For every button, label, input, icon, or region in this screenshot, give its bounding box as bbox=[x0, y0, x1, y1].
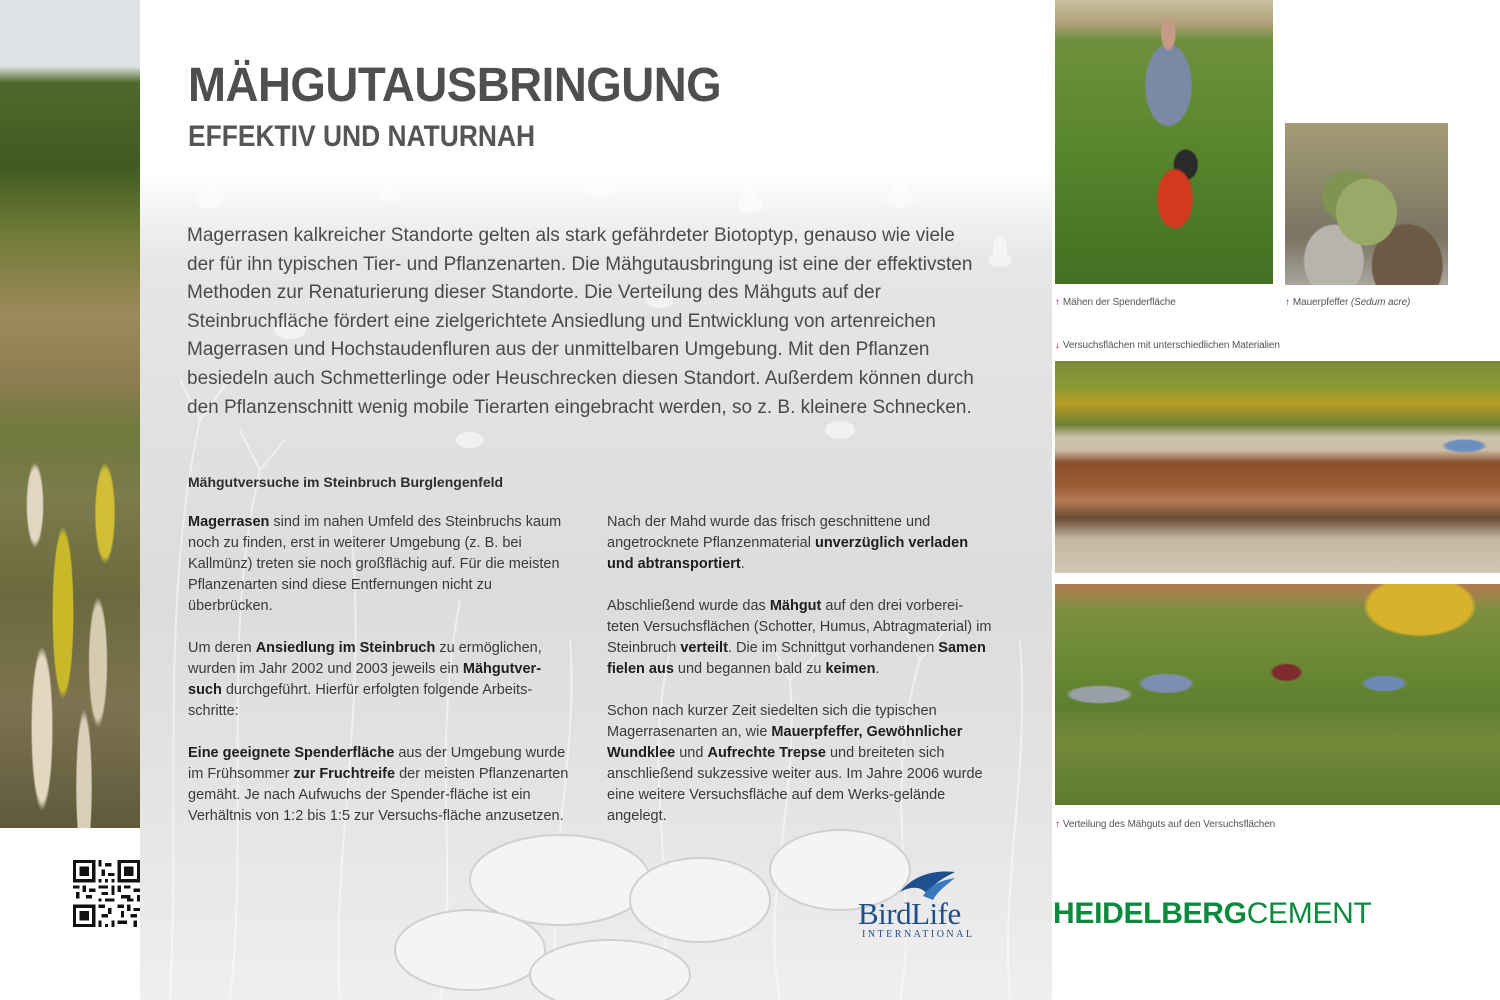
bold-text: keimen bbox=[825, 661, 876, 677]
bold-text: zur Fruchtreife bbox=[293, 766, 396, 782]
intro-paragraph: Magerrasen kalkreicher Standorte gelten als stark gefährdeter Biotoptyp, genauso wie viele der für ihn typischen Tier- und Pflanzenarten. Die Mähgutausbringung ist eine der effektivsten Methoden zur Renaturierung dieser Standorte. Die Verteilung des Mähguts auf der Steinbruchfläche fördert eine zielgerichtete Ansiedlung und Entwicklung von artenreichen Magerrasen und Hochstaudenfluren aus der unmittelbaren Umgebung. Mit den Pflanzen besiedeln auch Schmetterlinge oder Heuschrecken diesen Standort. Außerdem können durch den Pflanzenschnitt wenig mobile Tierarten eingebracht werden, so z. B. kleinere Schnecken. bbox=[187, 225, 974, 418]
body-text: aus der Umgebung wurde im Frühsommer bbox=[188, 745, 566, 782]
text-column-left bbox=[188, 512, 573, 848]
paragraph-spenderflaeche bbox=[188, 743, 573, 827]
bold-text: unverzüglich verladen und abtransportiert bbox=[607, 535, 969, 572]
paragraph-magerrasenarten bbox=[607, 701, 992, 827]
caption-latin-name: (Sedum acre) bbox=[1350, 297, 1411, 308]
bold-text: Mauerpfeffer, Gewöhnlicher Wundklee bbox=[607, 724, 963, 761]
arrow-up-icon: ↑ bbox=[1055, 297, 1060, 308]
caption-text: Mähen der Spenderfläche bbox=[1062, 297, 1176, 308]
text-column-right bbox=[607, 512, 992, 848]
paragraph-verteilung bbox=[607, 596, 992, 680]
bold-text: Magerrasen bbox=[188, 514, 270, 530]
caption-distribution bbox=[1055, 819, 1275, 830]
bold-text: Mähgut bbox=[769, 598, 822, 614]
caption-sedum bbox=[1285, 297, 1410, 308]
caption-mowing bbox=[1055, 297, 1176, 308]
body-text: Abschließend wurde das bbox=[607, 598, 770, 614]
bold-text: verteilt bbox=[680, 640, 728, 656]
caption-test-plots bbox=[1055, 340, 1280, 351]
body-text: und begannen bald zu bbox=[673, 661, 826, 677]
page-title: MÄHGUTAUSBRINGUNG bbox=[188, 59, 722, 112]
logo-text-bold: HEIDELBERG bbox=[1053, 897, 1247, 930]
bold-text: Samen fielen aus bbox=[607, 640, 986, 677]
bold-text: Eine geeignete Spenderfläche bbox=[188, 745, 395, 761]
bold-text: Aufrechte Trepse bbox=[707, 745, 826, 761]
section-heading: Mähgutversuche im Steinbruch Burglengenfeld bbox=[188, 474, 504, 490]
photo-mowing-donor-area bbox=[1055, 0, 1273, 284]
arrow-up-icon: ↑ bbox=[1055, 819, 1060, 830]
body-text: durchgeführt. Hierfür erfolgten folgende Arbeits-schritte: bbox=[188, 682, 533, 719]
bold-text: Ansiedlung im Steinbruch bbox=[255, 640, 436, 656]
caption-text: Versuchsflächen mit unterschiedlichen Materialien bbox=[1062, 340, 1280, 351]
page-subtitle: EFFEKTIV UND NATURNAH bbox=[188, 120, 536, 153]
paragraph-magerrasen bbox=[188, 512, 573, 617]
body-text: . bbox=[740, 556, 745, 572]
photo-test-plots bbox=[1055, 361, 1500, 573]
body-text: und bbox=[675, 745, 708, 761]
photo-distribution-team bbox=[1055, 584, 1500, 805]
photo-sedum-acre bbox=[1285, 123, 1448, 285]
body-text: zu ermöglichen, wurden im Jahr 2002 und 2003 jeweils ein bbox=[188, 640, 542, 677]
body-text: sind im nahen Umfeld des Steinbruchs kaum noch zu finden, erst in weiterer Umgebung (z. B. bei Kallmünz) treten sie noch großflächig auf. Für die meisten Pflanzenarten sind diese Entfernungen nicht zu überbrücken. bbox=[188, 514, 562, 614]
body-text: Nach der Mahd wurde das frisch geschnittene und angetrocknete Pflanzenmaterial bbox=[607, 514, 931, 551]
body-text: und breiteten sich anschließend sukzessive weiter aus. Im Jahre 2006 wurde eine weitere Versuchsfläche auf dem Werks-gelände angelegt. bbox=[607, 745, 983, 824]
arrow-down-icon: ↓ bbox=[1055, 340, 1060, 351]
paragraph-mahd bbox=[607, 512, 992, 575]
body-text: auf den drei vorberei-teten Versuchsflächen (Schotter, Humus, Abtragmaterial) im Steinbruch bbox=[607, 598, 992, 656]
paragraph-ansiedlung bbox=[188, 638, 573, 722]
birdlife-tagline: INTERNATIONAL bbox=[862, 929, 975, 940]
qr-code[interactable] bbox=[73, 860, 140, 927]
photo-quarry-meadow bbox=[0, 0, 140, 828]
body-text: der meisten Pflanzenarten gemäht. Je nach Aufwuchs der Spender-fläche ist ein Verhältnis von 1:2 bis 1:5 zur Versuchs-fläche anzusetzen. bbox=[188, 766, 569, 824]
birdlife-wordmark: BirdLife bbox=[858, 896, 961, 931]
heidelbergcement-logo bbox=[1053, 897, 1372, 931]
caption-text: Mauerpfeffer bbox=[1292, 297, 1351, 308]
arrow-up-icon: ↑ bbox=[1285, 297, 1290, 308]
body-text: . bbox=[875, 661, 880, 677]
caption-text: Verteilung des Mähguts auf den Versuchsflächen bbox=[1062, 819, 1276, 830]
body-text: . Die im Schnittgut vorhandenen bbox=[727, 640, 939, 656]
body-text: Um deren bbox=[188, 640, 256, 656]
body-text: Schon nach kurzer Zeit siedelten sich die typischen Magerrasenarten an, wie bbox=[607, 703, 937, 740]
bold-text: Mähgutver-such bbox=[188, 661, 542, 698]
logo-text-regular: CEMENT bbox=[1246, 897, 1372, 930]
